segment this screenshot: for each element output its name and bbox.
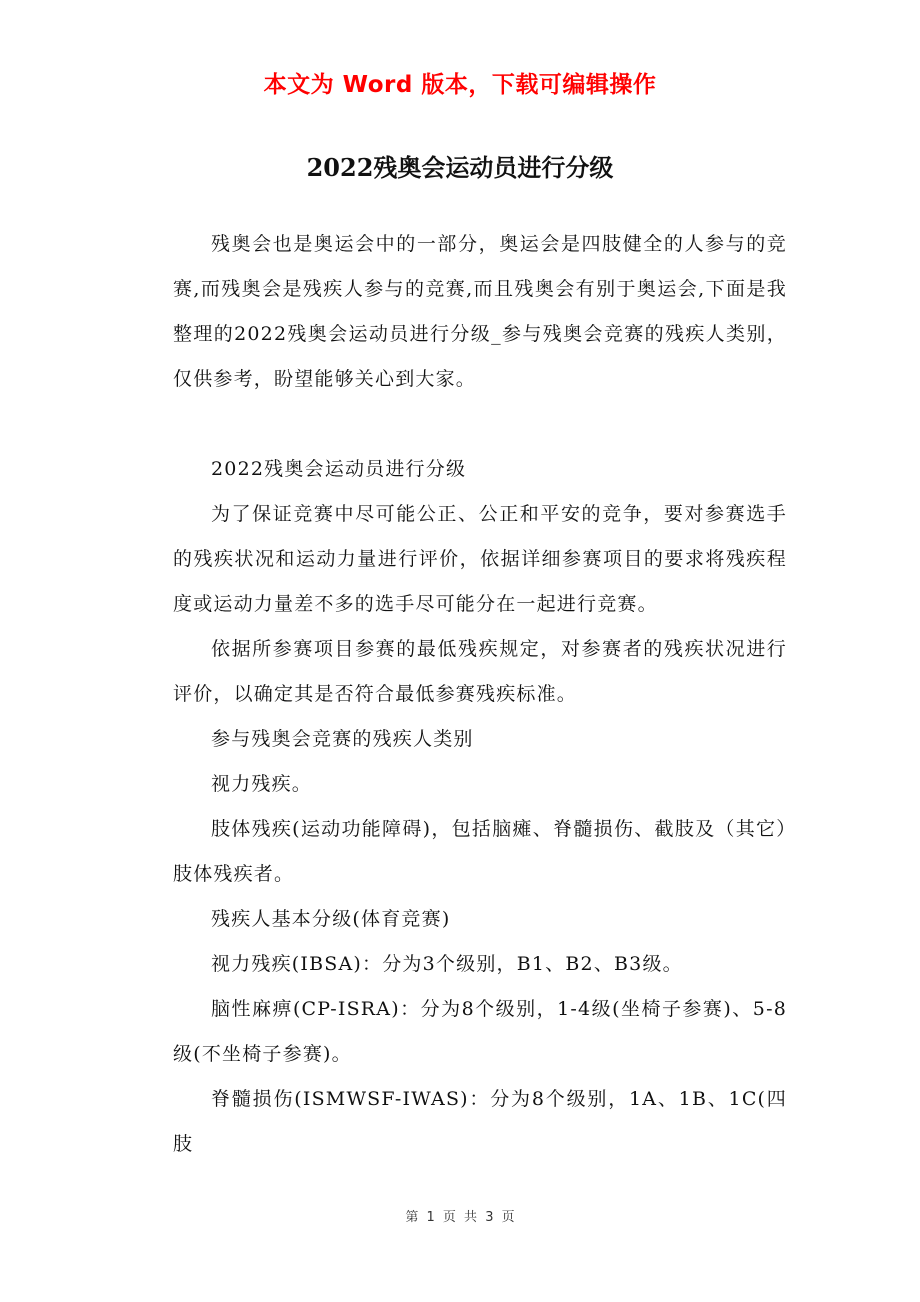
document-body	[173, 222, 787, 1167]
section-heading-categories: 参与残奥会竞赛的残疾人类别	[211, 728, 474, 750]
category-visual: 视力残疾。	[211, 773, 313, 795]
intro-paragraph: 残奥会也是奥运会中的一部分，奥运会是四肢健全的人参与的竞赛,而残奥会是残疾人参与的竞赛,而且残奥会有别于奥运会,下面是我整理的2022残奥会运动员进行分级_参与残奥会竞赛的残疾人类别，仅供参考，盼望能够关心到大家。	[173, 233, 787, 390]
category-physical: 肢体残疾(运动功能障碍)，包括脑瘫、脊髓损伤、截肢及（其它）肢体残疾者。	[173, 818, 787, 885]
section-heading-basic-classes: 残疾人基本分级(体育竞赛)	[211, 908, 451, 930]
word-version-banner: 本文为 Word 版本，下载可编辑操作	[263, 72, 657, 98]
section-heading-classification: 2022残奥会运动员进行分级	[211, 458, 467, 480]
class-cerebral-palsy: 脑性麻痹(CP-ISRA)：分为8个级别，1-4级(坐椅子参赛)、5-8级(不坐椅子参赛)。	[173, 998, 787, 1065]
paragraph-fair-competition: 为了保证竞赛中尽可能公正、公正和平安的竞争，要对参赛选手的残疾状况和运动力量进行评价，依据详细参赛项目的要求将残疾程度或运动力量差不多的选手尽可能分在一起进行竞赛。	[173, 503, 787, 615]
document-title: 2022残奥会运动员进行分级	[306, 153, 614, 182]
class-visual-ibsa: 视力残疾(IBSA)：分为3个级别，B1、B2、B3级。	[211, 953, 683, 975]
page-indicator: 第 1 页 共 3 页	[405, 1210, 515, 1225]
class-spinal-cord: 脊髓损伤(ISMWSF-IWAS)：分为8个级别，1A、1B、1C(四肢	[173, 1088, 787, 1155]
paragraph-minimum-standard: 依据所参赛项目参赛的最低残疾规定，对参赛者的残疾状况进行评价，以确定其是否符合最低参赛残疾标准。	[173, 638, 787, 705]
